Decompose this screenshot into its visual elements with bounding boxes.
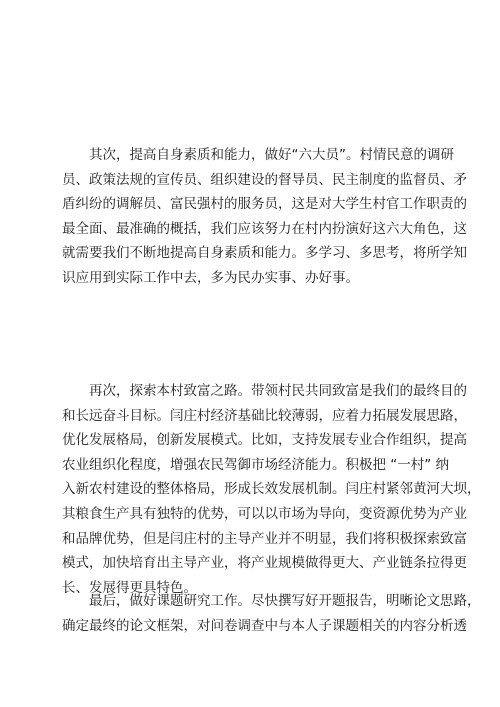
text-line: 优化发展格局，创新发展模式。比如，支持发展专业合作组织，提高	[62, 432, 467, 449]
text-line: 再次，探索本村致富之路。带领村民共同致富是我们的最终目的	[89, 383, 467, 399]
text-line: 最全面、最准确的概括，我们应该努力在村内扮演好这六大角色，这	[62, 220, 467, 237]
text-line: 和长远奋斗目标。闫庄村经济基础比较薄弱，应着力拓展发展思路，	[62, 407, 467, 424]
text-line: 就需要我们不断地提高自身素质和能力。多学习、多思考，将所学知	[62, 245, 467, 262]
text-line: 和品牌优势，但是闫庄村的主导产业并不明显，我们将积极探索致富	[62, 530, 467, 547]
text-line: 长、发展得更具特色。	[62, 579, 197, 596]
text-line: 入新农村建设的整体格局，形成长效发展机制。闫庄村紧邻黄河大坝，	[62, 481, 481, 498]
text-line: 识应用到实际工作中去，多为民办实事、办好事。	[62, 269, 359, 286]
text-line: 农业组织化程度，增强农民驾御市场经济能力。积极把 “一村” 纳	[62, 456, 450, 473]
paragraph-research	[62, 589, 481, 638]
text-line: 员、政策法规的宣传员、组织建设的督导员、民主制度的监督员、矛	[62, 171, 467, 188]
paragraph-prosperity	[62, 379, 481, 600]
paragraph-duties	[62, 143, 467, 291]
text-line: 盾纠纷的调解员、富民强村的服务员，这是对大学生村官工作职责的	[62, 196, 467, 213]
text-line: 其次，提高自身素质和能力，做好“六大员”。村情民意的调研	[89, 147, 454, 163]
text-line: 确定最终的论文框架，对问卷调查中与本人子课题相关的内容分析透	[62, 617, 467, 634]
text-line: 模式，加快培育出主导产业，将产业规模做得更大、产业链条拉得更	[62, 555, 467, 572]
text-line: 其粮食生产具有独特的优势，可以以市场为导向，变资源优势为产业	[62, 505, 467, 522]
text-line: 最后，做好课题研究工作。尽快撰写好开题报告，明晰论文思路，	[89, 593, 481, 609]
